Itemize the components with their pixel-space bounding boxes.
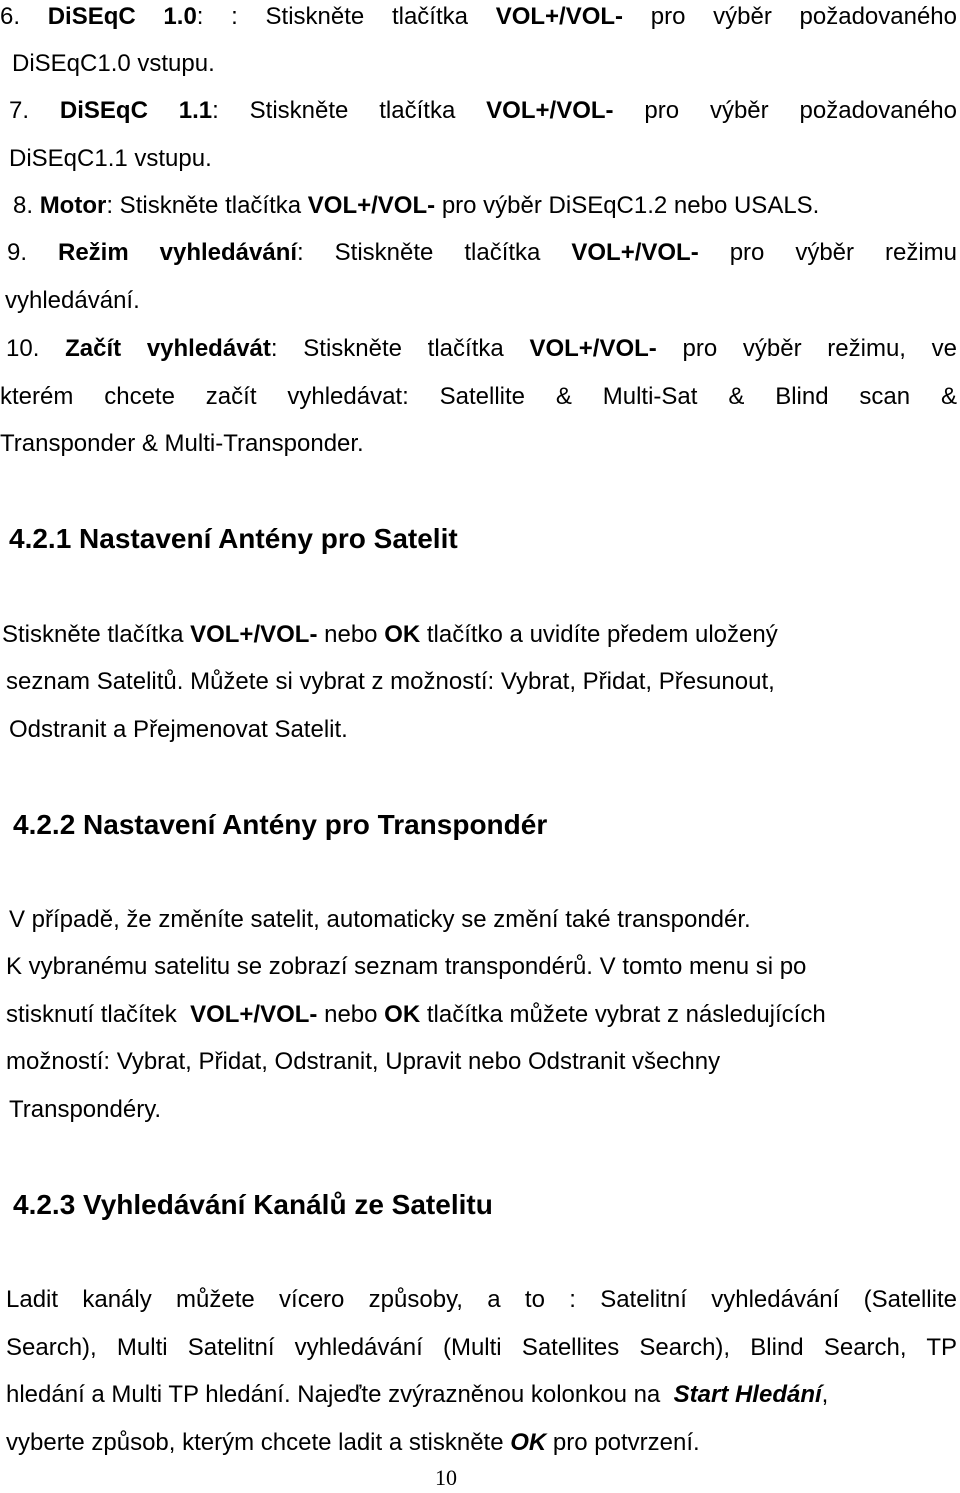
item-10-line-3: Transponder & Multi-Transponder.: [0, 430, 364, 457]
item-10-line-2: kterém chcete začít vyhledávat: Satellite & Multi-Sat & Blind scan &: [0, 383, 957, 410]
section-4-2-2-line-5: Transpondéry.: [9, 1096, 162, 1123]
item-9-line-2: vyhledávání.: [5, 287, 140, 314]
item-10-label: Začít vyhledávát: [65, 335, 271, 362]
ok-emphasis: OK: [510, 1429, 547, 1456]
item-7-line-1: 7. DiSEqC 1.1: Stiskněte tlačítka VOL+/VOL- pro výběr požadovaného: [9, 97, 957, 124]
section-4-2-2-line-2: K vybranému satelitu se zobrazí seznam transpondérů. V tomto menu si po: [6, 953, 807, 980]
item-9-label: Režim vyhledávání: [57, 239, 298, 266]
section-4-2-3-line-3: hledání a Multi TP hledání. Najeďte zvýrazněnou kolonkou na Start Hledání,: [6, 1381, 829, 1408]
section-4-2-1-line-3: Odstranit a Přejmenovat Satelit.: [9, 716, 348, 743]
section-4-2-1-line-2: seznam Satelitů. Můžete si vybrat z možností: Vybrat, Přidat, Přesunout,: [6, 668, 775, 695]
item-6-line-1: 6. DiSEqC 1.0: : Stiskněte tlačítka VOL+/VOL- pro výběr požadovaného: [0, 3, 957, 30]
item-6-line-2: DiSEqC1.0 vstupu.: [12, 50, 215, 77]
section-4-2-1-heading: 4.2.1 Nastavení Antény pro Satelit: [9, 523, 458, 554]
section-4-2-2-line-4: možností: Vybrat, Přidat, Odstranit, Upravit nebo Odstranit všechny: [6, 1048, 721, 1075]
section-4-2-1-line-1: Stiskněte tlačítka VOL+/VOL- nebo OK tlačítko a uvidíte předem uložený: [2, 621, 778, 648]
section-4-2-2-heading: 4.2.2 Nastavení Antény pro Transpondér: [13, 809, 548, 840]
section-4-2-3-line-1: Ladit kanály můžete vícero způsoby, a to : Satelitní vyhledávání (Satellite: [6, 1286, 957, 1313]
item-8-line-1: 8. Motor: Stiskněte tlačítka VOL+/VOL- pro výběr DiSEqC1.2 nebo USALS.: [13, 192, 820, 219]
page-number: 10: [435, 1465, 457, 1490]
item-6-label: DiSEqC 1.0: [47, 3, 197, 30]
start-hledani-emphasis: Start Hledání: [673, 1381, 822, 1408]
item-7-label: DiSEqC 1.1: [59, 97, 213, 124]
section-4-2-3-line-2: Search), Multi Satelitní vyhledávání (Multi Satellites Search), Blind Search, TP: [6, 1334, 957, 1361]
section-4-2-2-line-3: stisknutí tlačítek VOL+/VOL- nebo OK tlačítka můžete vybrat z následujících: [6, 1001, 826, 1028]
item-8-label: Motor: [39, 192, 107, 219]
item-7-line-2: DiSEqC1.1 vstupu.: [9, 145, 212, 172]
section-4-2-3-heading: 4.2.3 Vyhledávání Kanálů ze Satelitu: [13, 1189, 493, 1220]
item-9-line-1: 9. Režim vyhledávání: Stiskněte tlačítka VOL+/VOL- pro výběr režimu: [7, 239, 957, 266]
section-4-2-3-line-4: vyberte způsob, kterým chcete ladit a stiskněte OK pro potvrzení.: [6, 1429, 700, 1456]
section-4-2-2-line-1: V případě, že změníte satelit, automaticky se změní také transpondér.: [9, 906, 751, 933]
item-10-line-1: 10. Začít vyhledávát: Stiskněte tlačítka VOL+/VOL- pro výběr režimu, ve: [6, 335, 958, 362]
